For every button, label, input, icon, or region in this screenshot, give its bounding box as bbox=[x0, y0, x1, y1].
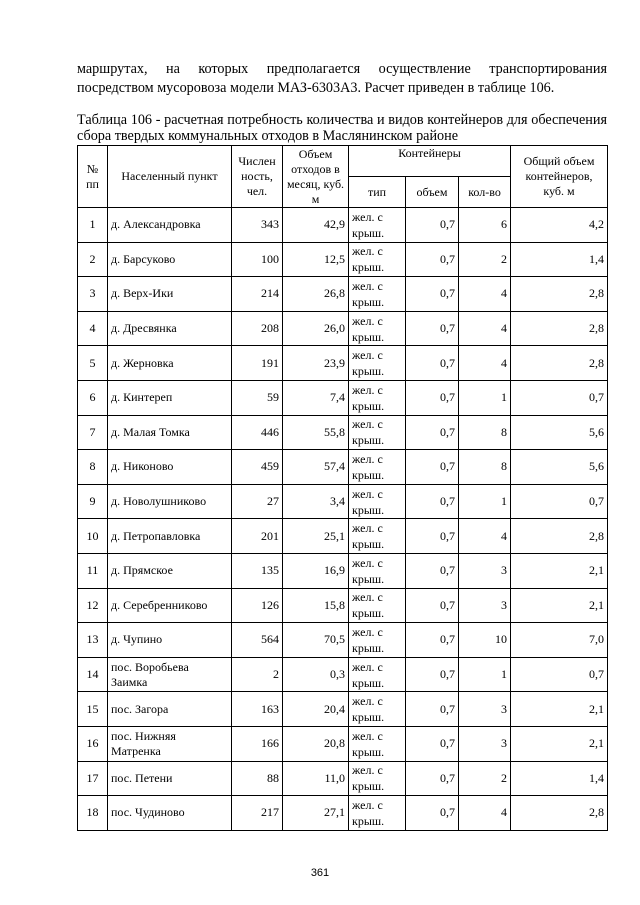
cell-waste: 25,1 bbox=[283, 519, 349, 554]
table-row bbox=[78, 380, 608, 415]
cell-settlement: д. Александровка bbox=[108, 208, 232, 243]
cell-total-volume: 5,6 bbox=[511, 450, 608, 485]
cell-num: 10 bbox=[78, 519, 108, 554]
cell-container-type: жел. с крыш. bbox=[349, 277, 406, 312]
cell-population: 446 bbox=[232, 415, 283, 450]
cell-container-volume: 0,7 bbox=[406, 242, 459, 277]
cell-total-volume: 2,8 bbox=[511, 519, 608, 554]
cell-num: 18 bbox=[78, 796, 108, 831]
header-type: тип bbox=[349, 177, 406, 208]
cell-settlement: пос. Нижняя Матренка bbox=[108, 726, 232, 761]
cell-container-type: жел. с крыш. bbox=[349, 726, 406, 761]
cell-total-volume: 4,2 bbox=[511, 208, 608, 243]
cell-total-volume: 7,0 bbox=[511, 623, 608, 658]
table-row bbox=[78, 415, 608, 450]
table-header bbox=[78, 146, 608, 208]
cell-container-count: 4 bbox=[459, 796, 511, 831]
cell-settlement: д. Петропавловка bbox=[108, 519, 232, 554]
cell-total-volume: 0,7 bbox=[511, 657, 608, 692]
cell-waste: 7,4 bbox=[283, 380, 349, 415]
table-row bbox=[78, 450, 608, 485]
cell-container-type: жел. с крыш. bbox=[349, 623, 406, 658]
table-caption-block bbox=[77, 112, 607, 144]
cell-total-volume: 2,8 bbox=[511, 346, 608, 381]
cell-settlement: пос. Петени bbox=[108, 761, 232, 796]
intro-text: маршрутах, на которых предполагается осуществление транспортирования посредством мусоровоза модели МАЗ-6303А3. Расчет приведен в таблице 106. bbox=[77, 61, 607, 96]
cell-settlement: д. Верх-Ики bbox=[108, 277, 232, 312]
table-row bbox=[78, 726, 608, 761]
cell-waste: 20,8 bbox=[283, 726, 349, 761]
cell-container-type: жел. с крыш. bbox=[349, 519, 406, 554]
cell-total-volume: 5,6 bbox=[511, 415, 608, 450]
cell-container-volume: 0,7 bbox=[406, 553, 459, 588]
table-row bbox=[78, 346, 608, 381]
cell-container-volume: 0,7 bbox=[406, 311, 459, 346]
cell-population: 2 bbox=[232, 657, 283, 692]
cell-container-count: 3 bbox=[459, 692, 511, 727]
cell-container-volume: 0,7 bbox=[406, 623, 459, 658]
cell-settlement: пос. Воробьева Заимка bbox=[108, 657, 232, 692]
cell-total-volume: 1,4 bbox=[511, 242, 608, 277]
cell-waste: 20,4 bbox=[283, 692, 349, 727]
cell-waste: 70,5 bbox=[283, 623, 349, 658]
cell-container-volume: 0,7 bbox=[406, 796, 459, 831]
cell-num: 1 bbox=[78, 208, 108, 243]
cell-container-count: 8 bbox=[459, 415, 511, 450]
header-containers: Контейнеры bbox=[349, 146, 511, 177]
cell-total-volume: 2,8 bbox=[511, 796, 608, 831]
cell-waste: 0,3 bbox=[283, 657, 349, 692]
cell-settlement: д. Кинтереп bbox=[108, 380, 232, 415]
cell-settlement: д. Серебренниково bbox=[108, 588, 232, 623]
cell-container-type: жел. с крыш. bbox=[349, 380, 406, 415]
cell-population: 135 bbox=[232, 553, 283, 588]
cell-population: 214 bbox=[232, 277, 283, 312]
cell-settlement: д. Чупино bbox=[108, 623, 232, 658]
header-volume: объем bbox=[406, 177, 459, 208]
table-row bbox=[78, 277, 608, 312]
cell-container-type: жел. с крыш. bbox=[349, 450, 406, 485]
cell-container-type: жел. с крыш. bbox=[349, 761, 406, 796]
cell-num: 13 bbox=[78, 623, 108, 658]
cell-num: 8 bbox=[78, 450, 108, 485]
cell-container-type: жел. с крыш. bbox=[349, 588, 406, 623]
table-row bbox=[78, 623, 608, 658]
cell-container-volume: 0,7 bbox=[406, 588, 459, 623]
cell-container-type: жел. с крыш. bbox=[349, 796, 406, 831]
cell-container-volume: 0,7 bbox=[406, 519, 459, 554]
cell-num: 5 bbox=[78, 346, 108, 381]
cell-total-volume: 0,7 bbox=[511, 380, 608, 415]
cell-container-volume: 0,7 bbox=[406, 450, 459, 485]
cell-container-count: 3 bbox=[459, 726, 511, 761]
cell-num: 15 bbox=[78, 692, 108, 727]
cell-waste: 15,8 bbox=[283, 588, 349, 623]
cell-settlement: д. Жерновка bbox=[108, 346, 232, 381]
cell-settlement: пос. Загора bbox=[108, 692, 232, 727]
cell-container-count: 1 bbox=[459, 657, 511, 692]
cell-settlement: д. Дресвянка bbox=[108, 311, 232, 346]
cell-waste: 12,5 bbox=[283, 242, 349, 277]
cell-container-volume: 0,7 bbox=[406, 761, 459, 796]
table-row bbox=[78, 761, 608, 796]
cell-population: 191 bbox=[232, 346, 283, 381]
cell-container-count: 2 bbox=[459, 761, 511, 796]
cell-settlement: д. Новолушниково bbox=[108, 484, 232, 519]
table-body bbox=[78, 208, 608, 831]
cell-container-volume: 0,7 bbox=[406, 380, 459, 415]
cell-container-type: жел. с крыш. bbox=[349, 415, 406, 450]
cell-waste: 55,8 bbox=[283, 415, 349, 450]
cell-total-volume: 2,1 bbox=[511, 553, 608, 588]
cell-container-count: 4 bbox=[459, 519, 511, 554]
cell-total-volume: 0,7 bbox=[511, 484, 608, 519]
table-row bbox=[78, 311, 608, 346]
cell-container-volume: 0,7 bbox=[406, 726, 459, 761]
cell-settlement: д. Никоново bbox=[108, 450, 232, 485]
table-row bbox=[78, 657, 608, 692]
cell-container-volume: 0,7 bbox=[406, 692, 459, 727]
cell-waste: 26,0 bbox=[283, 311, 349, 346]
cell-total-volume: 2,1 bbox=[511, 692, 608, 727]
cell-container-count: 4 bbox=[459, 277, 511, 312]
cell-container-type: жел. с крыш. bbox=[349, 484, 406, 519]
cell-population: 126 bbox=[232, 588, 283, 623]
cell-population: 201 bbox=[232, 519, 283, 554]
cell-waste: 23,9 bbox=[283, 346, 349, 381]
table-row bbox=[78, 242, 608, 277]
cell-num: 4 bbox=[78, 311, 108, 346]
cell-container-volume: 0,7 bbox=[406, 415, 459, 450]
cell-waste: 27,1 bbox=[283, 796, 349, 831]
cell-population: 459 bbox=[232, 450, 283, 485]
header-population: Числен ность, чел. bbox=[232, 146, 283, 208]
table-row bbox=[78, 519, 608, 554]
cell-container-type: жел. с крыш. bbox=[349, 692, 406, 727]
cell-container-count: 8 bbox=[459, 450, 511, 485]
cell-container-count: 1 bbox=[459, 484, 511, 519]
cell-container-volume: 0,7 bbox=[406, 277, 459, 312]
cell-population: 59 bbox=[232, 380, 283, 415]
cell-container-type: жел. с крыш. bbox=[349, 346, 406, 381]
cell-container-count: 1 bbox=[459, 380, 511, 415]
cell-waste: 26,8 bbox=[283, 277, 349, 312]
table-row bbox=[78, 484, 608, 519]
table-row bbox=[78, 692, 608, 727]
cell-container-volume: 0,7 bbox=[406, 208, 459, 243]
cell-population: 166 bbox=[232, 726, 283, 761]
cell-num: 14 bbox=[78, 657, 108, 692]
cell-num: 3 bbox=[78, 277, 108, 312]
header-count: кол-во bbox=[459, 177, 511, 208]
cell-num: 2 bbox=[78, 242, 108, 277]
cell-population: 163 bbox=[232, 692, 283, 727]
cell-total-volume: 2,1 bbox=[511, 588, 608, 623]
cell-waste: 42,9 bbox=[283, 208, 349, 243]
cell-population: 208 bbox=[232, 311, 283, 346]
header-num: № пп bbox=[78, 146, 108, 208]
cell-container-type: жел. с крыш. bbox=[349, 657, 406, 692]
cell-container-volume: 0,7 bbox=[406, 657, 459, 692]
cell-settlement: пос. Чудиново bbox=[108, 796, 232, 831]
header-total: Общий объем контейнеров, куб. м bbox=[511, 146, 608, 208]
cell-total-volume: 2,1 bbox=[511, 726, 608, 761]
cell-waste: 11,0 bbox=[283, 761, 349, 796]
header-waste: Объем отходов в месяц, куб. м bbox=[283, 146, 349, 208]
cell-container-count: 3 bbox=[459, 588, 511, 623]
cell-container-count: 2 bbox=[459, 242, 511, 277]
cell-settlement: д. Прямское bbox=[108, 553, 232, 588]
cell-num: 12 bbox=[78, 588, 108, 623]
cell-settlement: д. Малая Томка bbox=[108, 415, 232, 450]
cell-num: 6 bbox=[78, 380, 108, 415]
cell-num: 9 bbox=[78, 484, 108, 519]
cell-container-type: жел. с крыш. bbox=[349, 208, 406, 243]
table-caption: Таблица 106 - расчетная потребность количества и видов контейнеров для обеспечения сбора твердых коммунальных отходов в Маслянинском районе bbox=[77, 112, 607, 144]
cell-population: 217 bbox=[232, 796, 283, 831]
cell-total-volume: 2,8 bbox=[511, 311, 608, 346]
cell-num: 11 bbox=[78, 553, 108, 588]
cell-waste: 3,4 bbox=[283, 484, 349, 519]
cell-num: 17 bbox=[78, 761, 108, 796]
page-number: 361 bbox=[310, 867, 330, 879]
cell-population: 343 bbox=[232, 208, 283, 243]
cell-container-count: 3 bbox=[459, 553, 511, 588]
intro-paragraph bbox=[77, 60, 607, 98]
cell-total-volume: 1,4 bbox=[511, 761, 608, 796]
cell-population: 27 bbox=[232, 484, 283, 519]
cell-container-count: 4 bbox=[459, 311, 511, 346]
containers-table bbox=[77, 145, 608, 831]
cell-settlement: д. Барсуково bbox=[108, 242, 232, 277]
cell-container-type: жел. с крыш. bbox=[349, 311, 406, 346]
cell-waste: 57,4 bbox=[283, 450, 349, 485]
cell-container-volume: 0,7 bbox=[406, 346, 459, 381]
cell-container-count: 6 bbox=[459, 208, 511, 243]
cell-num: 7 bbox=[78, 415, 108, 450]
cell-total-volume: 2,8 bbox=[511, 277, 608, 312]
cell-num: 16 bbox=[78, 726, 108, 761]
cell-waste: 16,9 bbox=[283, 553, 349, 588]
cell-container-volume: 0,7 bbox=[406, 484, 459, 519]
cell-population: 564 bbox=[232, 623, 283, 658]
cell-population: 88 bbox=[232, 761, 283, 796]
cell-container-type: жел. с крыш. bbox=[349, 242, 406, 277]
cell-container-type: жел. с крыш. bbox=[349, 553, 406, 588]
table-row bbox=[78, 796, 608, 831]
table-row bbox=[78, 588, 608, 623]
cell-container-count: 4 bbox=[459, 346, 511, 381]
table-row bbox=[78, 553, 608, 588]
table-row bbox=[78, 208, 608, 243]
cell-container-count: 10 bbox=[459, 623, 511, 658]
header-settlement: Населенный пункт bbox=[108, 146, 232, 208]
cell-population: 100 bbox=[232, 242, 283, 277]
